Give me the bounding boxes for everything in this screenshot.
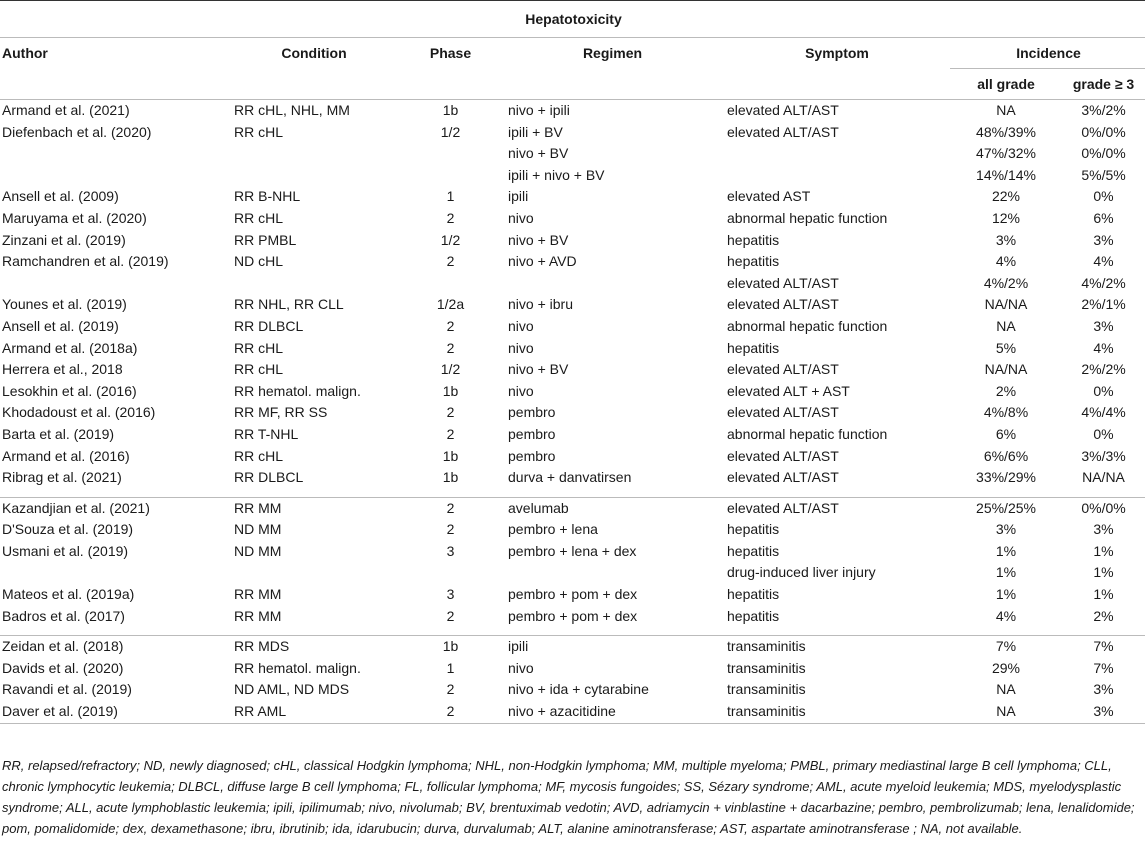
- cell-author: Zinzani et al. (2019): [2, 231, 126, 248]
- cell-regimen: ipili: [508, 638, 529, 655]
- cell-all-grade: 4%: [995, 607, 1017, 624]
- cell-author: [0, 165, 228, 187]
- cell-phase: 1: [446, 659, 455, 676]
- cell-phase: 3: [446, 542, 455, 559]
- cell-symptom: hepatitis: [727, 231, 780, 248]
- cell-condition: [228, 165, 398, 187]
- cell-phase: [398, 165, 501, 187]
- cell-regimen: nivo + azacitidine: [501, 701, 722, 723]
- cell-regimen: pembro + pom + dex: [508, 607, 638, 624]
- cell-phase: 1b: [442, 102, 459, 118]
- group-divider: [0, 627, 1145, 636]
- cell-grade-3: 6%: [1093, 209, 1114, 226]
- cell-symptom: transaminitis: [722, 701, 950, 723]
- cell-phase: 1/2: [440, 361, 461, 378]
- cell-condition: RR hematol. malign.: [234, 659, 361, 676]
- header-author: Author: [2, 45, 48, 62]
- table-row: [0, 251, 1145, 273]
- cell-phase: 1/2: [440, 231, 461, 248]
- cell-grade-3: 3%: [1060, 701, 1145, 723]
- header-spacer: [501, 69, 722, 100]
- table-row: [0, 186, 1145, 208]
- cell-regimen: pembro: [508, 447, 556, 464]
- cell-symptom: elevated ALT/AST: [727, 102, 839, 118]
- cell-grade-3: 0%/0%: [1081, 123, 1126, 140]
- cell-all-grade: NA: [996, 681, 1016, 698]
- table-row: [0, 562, 1145, 584]
- header-symptom: Symptom: [805, 45, 869, 62]
- cell-grade-3: 4%: [1093, 253, 1114, 270]
- cell-phase: 1b: [442, 638, 459, 655]
- cell-regimen: durva + danvatirsen: [508, 469, 632, 486]
- cell-grade-3: 3%/2%: [1081, 102, 1126, 118]
- cell-symptom: abnormal hepatic function: [727, 317, 888, 334]
- cell-grade-3: 3%: [1093, 317, 1114, 334]
- cell-grade-3: 7%: [1093, 659, 1114, 676]
- table-row: [0, 701, 1145, 723]
- cell-regimen: avelumab: [508, 499, 569, 516]
- cell-author: Zeidan et al. (2018): [2, 638, 124, 655]
- cell-all-grade: 4%/8%: [983, 404, 1029, 421]
- cell-author: Khodadoust et al. (2016): [2, 404, 156, 421]
- cell-symptom: hepatitis: [727, 607, 780, 624]
- cell-all-grade: NA: [996, 317, 1016, 334]
- cell-phase: [398, 273, 501, 295]
- cell-grade-3: 0%/0%: [1081, 145, 1126, 162]
- cell-symptom: transaminitis: [727, 659, 806, 676]
- cell-symptom: abnormal hepatic function: [727, 425, 888, 442]
- cell-condition: ND AML, ND MDS: [234, 681, 350, 698]
- cell-phase: 1b: [442, 447, 459, 464]
- cell-phase: [398, 562, 501, 584]
- cell-phase: 2: [446, 499, 455, 516]
- cell-grade-3: 0%: [1093, 425, 1114, 442]
- cell-all-grade: 3%: [995, 231, 1017, 248]
- header-condition: Condition: [281, 45, 347, 62]
- cell-condition: ND MM: [234, 542, 282, 559]
- cell-regimen: ipili + BV: [508, 123, 563, 140]
- cell-condition: RR T-NHL: [234, 425, 299, 442]
- cell-regimen: pembro + pom + dex: [508, 586, 638, 603]
- cell-condition: RR MDS: [234, 638, 290, 655]
- cell-grade-3: 3%/3%: [1081, 447, 1126, 464]
- cell-grade-3: 7%: [1093, 638, 1114, 655]
- cell-condition: ND cHL: [234, 253, 284, 270]
- table-row: [0, 165, 1145, 187]
- header-spacer: [722, 69, 950, 100]
- cell-phase: 2: [446, 607, 455, 624]
- cell-condition: [228, 562, 398, 584]
- cell-all-grade: 48%/39%: [976, 123, 1036, 140]
- header-spacer: [398, 69, 501, 100]
- cell-author: [0, 143, 228, 165]
- cell-grade-3: 5%/5%: [1081, 166, 1126, 183]
- cell-phase: 2: [398, 701, 501, 723]
- cell-all-grade: 1%: [995, 542, 1017, 559]
- cell-regimen: nivo + ipili: [508, 102, 570, 118]
- cell-author: Ansell et al. (2009): [2, 188, 119, 205]
- cell-phase: 1: [446, 188, 455, 205]
- cell-grade-3: 0%: [1093, 382, 1114, 399]
- cell-author: Ansell et al. (2019): [2, 317, 119, 334]
- cell-author: Lesokhin et al. (2016): [2, 382, 137, 399]
- table-footnote: RR, relapsed/refractory; ND, newly diagnosed; cHL, classical Hodgkin lymphoma; NHL, non-Hodgkin lymphoma; MM, multiple myeloma; PMBL, primary mediastinal large B cell lymphoma; CLL, chronic lymphocytic leukemia; DLBCL, diffuse large B cell lymphoma; FL, follicular lymphoma; MF, mycosis fungoides; SS, Sézary syndrome; AML, acute myeloid leukemia; MDS, myelodysplastic syndrome; ALL, acute lymphoblastic leukemia; ipili, ipilimumab; nivo, nivolumab; BV, brentuximab vedotin; AVD, adriamycin + vinblastine + dacarbazine; pembro, pembrolizumab; lena, lenalidomide; pom, pomalidomide; dex, dexamethasone; ibru, ibrutinib; ida, idarubucin; durva, durvalumab; ALT, alanine aminotransferase; AST, aspartate aminotransferase ; NA, not available.: [2, 758, 1135, 836]
- cell-phase: 2: [446, 339, 455, 356]
- cell-all-grade: 1%: [995, 564, 1017, 581]
- table-row: [0, 446, 1145, 468]
- cell-author: Diefenbach et al. (2020): [2, 123, 152, 140]
- cell-author: [0, 562, 228, 584]
- cell-condition: RR DLBCL: [234, 469, 304, 486]
- table-row: [0, 606, 1145, 628]
- cell-phase: 1/2: [440, 123, 461, 140]
- table-row: [0, 584, 1145, 606]
- cell-symptom: drug-induced liver injury: [727, 564, 876, 581]
- cell-grade-3: NA/NA: [1082, 469, 1125, 486]
- cell-author: Younes et al. (2019): [2, 296, 127, 313]
- cell-phase: 2: [446, 681, 455, 698]
- cell-all-grade: 33%/29%: [976, 469, 1036, 486]
- cell-regimen: pembro: [508, 404, 556, 421]
- cell-all-grade: NA: [996, 102, 1016, 118]
- cell-regimen: [501, 273, 722, 295]
- header-phase: Phase: [429, 45, 472, 62]
- cell-author: Armand et al. (2021): [2, 102, 130, 118]
- cell-grade-3: 2%: [1093, 607, 1114, 624]
- cell-regimen: nivo + ibru: [508, 296, 573, 313]
- cell-regimen: pembro + lena: [508, 521, 598, 538]
- cell-author: Ramchandren et al. (2019): [2, 253, 169, 270]
- table-row: [0, 658, 1145, 680]
- cell-author: [0, 273, 228, 295]
- table-row: [0, 273, 1145, 295]
- cell-regimen: ipili + nivo + BV: [508, 166, 605, 183]
- cell-regimen: pembro + lena + dex: [508, 542, 637, 559]
- table-body: [0, 100, 1145, 724]
- cell-grade-3: 0%: [1093, 188, 1114, 205]
- cell-symptom: elevated ALT/AST: [727, 123, 839, 140]
- cell-symptom: transaminitis: [727, 681, 806, 698]
- cell-author: Daver et al. (2019): [0, 701, 228, 723]
- cell-author: Usmani et al. (2019): [2, 542, 129, 559]
- cell-author: Armand et al. (2018a): [2, 339, 138, 356]
- cell-symptom: [722, 165, 950, 187]
- table-row: [0, 381, 1145, 403]
- cell-regimen: nivo: [508, 339, 534, 356]
- cell-condition: RR AML: [228, 701, 398, 723]
- cell-regimen: nivo: [508, 659, 534, 676]
- header-spacer: [0, 69, 228, 100]
- cell-grade-3: 3%: [1093, 681, 1114, 698]
- cell-phase: 2: [446, 404, 455, 421]
- cell-phase: 1b: [442, 382, 459, 399]
- cell-condition: RR cHL: [234, 339, 284, 356]
- cell-all-grade: 6%/6%: [983, 447, 1029, 464]
- cell-grade-3: 3%: [1093, 521, 1114, 538]
- table-row: [0, 636, 1145, 658]
- cell-regimen: nivo: [508, 317, 534, 334]
- cell-grade-3: 3%: [1093, 231, 1114, 248]
- cell-symptom: elevated ALT/AST: [727, 499, 839, 516]
- cell-regimen: nivo + BV: [508, 231, 569, 248]
- table-row: [0, 294, 1145, 316]
- cell-symptom: hepatitis: [727, 339, 780, 356]
- cell-all-grade: NA/NA: [984, 361, 1028, 378]
- cell-all-grade: 6%: [995, 425, 1017, 442]
- cell-symptom: hepatitis: [727, 586, 780, 603]
- cell-author: Ravandi et al. (2019): [2, 681, 132, 698]
- cell-condition: [228, 273, 398, 295]
- cell-phase: 2: [446, 253, 455, 270]
- cell-condition: RR cHL: [234, 447, 284, 464]
- cell-condition: RR DLBCL: [234, 317, 304, 334]
- cell-all-grade: 12%: [991, 209, 1021, 226]
- table-row: [0, 402, 1145, 424]
- cell-condition: RR cHL: [234, 361, 284, 378]
- cell-regimen: nivo + AVD: [508, 253, 577, 270]
- cell-symptom: elevated AST: [727, 188, 811, 205]
- cell-all-grade: 3%: [995, 521, 1017, 538]
- cell-author: Herrera et al., 2018: [2, 361, 123, 378]
- cell-grade-3: 1%: [1093, 564, 1114, 581]
- cell-author: Ribrag et al. (2021): [2, 469, 122, 486]
- table-row: [0, 359, 1145, 381]
- cell-symptom: elevated ALT + AST: [727, 382, 850, 399]
- cell-grade-3: 1%: [1093, 586, 1114, 603]
- cell-phase: 1/2a: [436, 296, 465, 313]
- table-row: [0, 497, 1145, 519]
- table-row: [0, 230, 1145, 252]
- cell-grade-3: 2%/2%: [1081, 361, 1126, 378]
- header-regimen: Regimen: [582, 45, 643, 62]
- table-row: [0, 519, 1145, 541]
- cell-author: Badros et al. (2017): [2, 607, 125, 624]
- cell-condition: RR B-NHL: [234, 188, 301, 205]
- table-row: [0, 467, 1145, 489]
- header-incidence: Incidence: [950, 38, 1145, 69]
- cell-symptom: elevated ALT/AST: [727, 274, 839, 291]
- cell-symptom: abnormal hepatic function: [727, 209, 888, 226]
- cell-condition: RR PMBL: [234, 231, 297, 248]
- header-all-grade: all grade: [950, 69, 1060, 100]
- cell-all-grade: 25%/25%: [976, 499, 1036, 516]
- cell-phase: 1b: [442, 469, 459, 486]
- cell-regimen: pembro: [508, 425, 556, 442]
- cell-symptom: transaminitis: [727, 638, 806, 655]
- table-row: [0, 208, 1145, 230]
- cell-symptom: hepatitis: [727, 542, 780, 559]
- cell-all-grade: 5%: [995, 339, 1017, 356]
- cell-symptom: hepatitis: [727, 253, 780, 270]
- cell-symptom: elevated ALT/AST: [727, 361, 839, 378]
- table-row: [0, 541, 1145, 563]
- cell-condition: RR cHL: [234, 209, 284, 226]
- table-row: [0, 679, 1145, 701]
- cell-all-grade: NA: [950, 701, 1060, 723]
- cell-author: Mateos et al. (2019a): [2, 586, 135, 603]
- cell-symptom: elevated ALT/AST: [727, 469, 839, 486]
- cell-condition: RR MM: [234, 586, 282, 603]
- table-row: [0, 122, 1145, 144]
- cell-phase: [398, 143, 501, 165]
- cell-symptom: hepatitis: [727, 521, 780, 538]
- table-row: [0, 316, 1145, 338]
- cell-all-grade: 2%: [995, 382, 1017, 399]
- cell-condition: [228, 143, 398, 165]
- cell-all-grade: NA/NA: [984, 296, 1028, 313]
- cell-phase: 2: [446, 317, 455, 334]
- cell-symptom: elevated ALT/AST: [727, 404, 839, 421]
- table-row: [0, 100, 1145, 122]
- cell-regimen: ipili: [508, 188, 529, 205]
- cell-condition: RR MF, RR SS: [234, 404, 328, 421]
- cell-condition: ND MM: [234, 521, 282, 538]
- cell-author: Maruyama et al. (2020): [2, 209, 147, 226]
- cell-regimen: nivo: [508, 209, 534, 226]
- cell-condition: RR hematol. malign.: [234, 382, 361, 399]
- cell-symptom: [722, 143, 950, 165]
- table-row: [0, 424, 1145, 446]
- cell-condition: RR MM: [234, 499, 282, 516]
- cell-regimen: nivo + BV: [508, 361, 569, 378]
- cell-regimen: nivo + ida + cytarabine: [508, 681, 649, 698]
- cell-all-grade: 4%: [995, 253, 1017, 270]
- cell-author: D'Souza et al. (2019): [2, 521, 134, 538]
- cell-phase: 3: [446, 586, 455, 603]
- cell-all-grade: 1%: [995, 586, 1017, 603]
- header-grade-3: grade ≥ 3: [1060, 69, 1145, 100]
- cell-regimen: nivo: [508, 382, 534, 399]
- cell-author: Barta et al. (2019): [2, 425, 115, 442]
- cell-regimen: nivo + BV: [508, 145, 569, 162]
- group-divider: [0, 489, 1145, 498]
- cell-condition: RR cHL: [234, 123, 284, 140]
- cell-all-grade: 22%: [991, 188, 1021, 205]
- cell-all-grade: 14%/14%: [976, 166, 1036, 183]
- table-title: Hepatotoxicity: [0, 1, 1145, 38]
- cell-all-grade: 7%: [995, 638, 1017, 655]
- cell-phase: 2: [446, 521, 455, 538]
- cell-symptom: elevated ALT/AST: [727, 447, 839, 464]
- cell-condition: RR NHL, RR CLL: [234, 296, 344, 313]
- cell-all-grade: 47%/32%: [976, 145, 1036, 162]
- cell-condition: RR MM: [234, 607, 282, 624]
- cell-all-grade: 4%/2%: [983, 274, 1029, 291]
- cell-grade-3: 0%/0%: [1081, 499, 1126, 516]
- cell-author: Kazandjian et al. (2021): [2, 499, 150, 516]
- table-row: [0, 143, 1145, 165]
- cell-grade-3: 4%/2%: [1081, 274, 1126, 291]
- cell-symptom: elevated ALT/AST: [727, 296, 839, 313]
- cell-author: Armand et al. (2016): [2, 447, 130, 464]
- cell-all-grade: 29%: [991, 659, 1021, 676]
- table-row: [0, 338, 1145, 360]
- cell-grade-3: 1%: [1093, 542, 1114, 559]
- cell-phase: 2: [446, 209, 455, 226]
- cell-author: Davids et al. (2020): [2, 659, 124, 676]
- cell-grade-3: 4%: [1093, 339, 1114, 356]
- cell-phase: 2: [446, 425, 455, 442]
- cell-grade-3: 4%/4%: [1081, 404, 1126, 421]
- header-spacer: [228, 69, 398, 100]
- cell-grade-3: 2%/1%: [1081, 296, 1126, 313]
- cell-condition: RR cHL, NHL, MM: [234, 102, 350, 118]
- cell-regimen: [501, 562, 722, 584]
